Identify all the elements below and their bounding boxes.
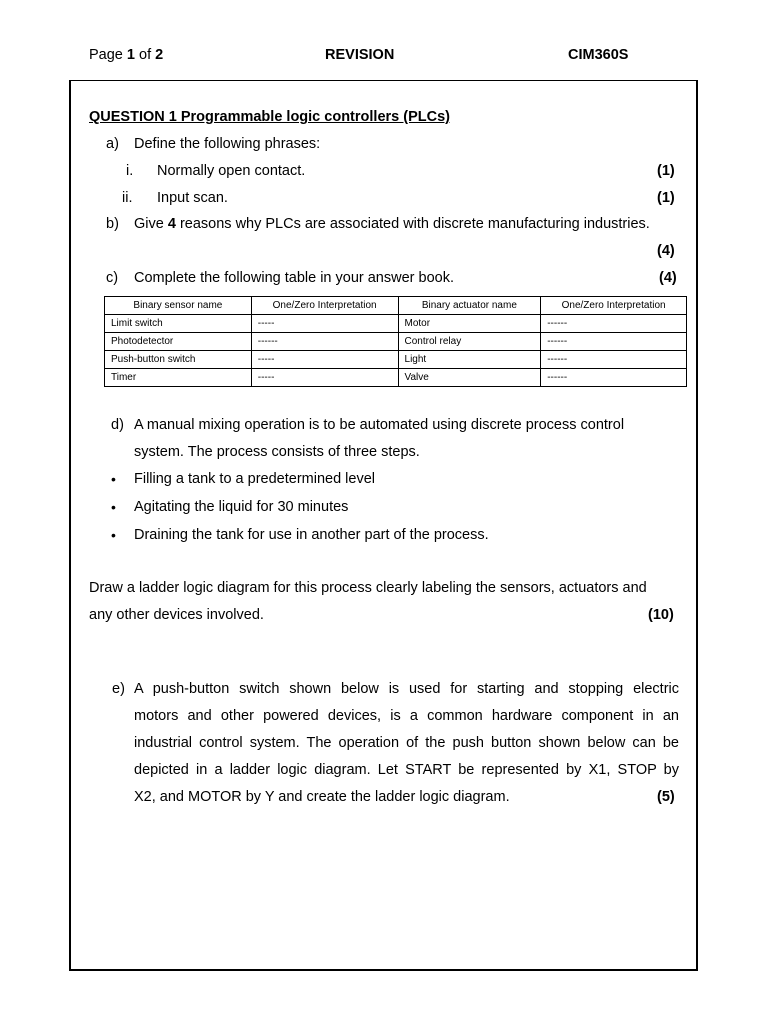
part-a-i-text: Normally open contact.: [157, 163, 306, 179]
bullet-icon: •: [111, 471, 116, 487]
part-e-line: industrial control system. The operation of the push button shown below can be: [134, 735, 679, 751]
process-step: Agitating the liquid for 30 minutes: [134, 499, 349, 515]
course-code: CIM360S: [568, 47, 629, 63]
page-frame: [69, 80, 698, 971]
table-header-row: [105, 297, 687, 315]
table-header: One/Zero Interpretation: [251, 297, 398, 315]
process-step: Draining the tank for use in another part of the process.: [134, 527, 489, 543]
table-cell: ------: [541, 369, 687, 387]
page-number: Page 1 of 2: [89, 47, 164, 63]
part-d-draw-line1: Draw a ladder logic diagram for this process clearly labeling the sensors, actuators and: [89, 580, 647, 596]
part-a-ii-marks: (1): [657, 190, 675, 206]
table-row: [105, 351, 687, 369]
part-d-marks: (10): [648, 607, 674, 623]
bullet-icon: •: [111, 527, 116, 543]
part-e-line: motors and other powered devices, is a common hardware component in an: [134, 708, 679, 724]
table-header: One/Zero Interpretation: [541, 297, 687, 315]
table-cell: ------: [541, 333, 687, 351]
part-a-ii-num: ii.: [122, 190, 133, 206]
table-cell: -----: [251, 369, 398, 387]
part-d-line1: A manual mixing operation is to be automated using discrete process control: [134, 417, 625, 433]
table-cell: Push-button switch: [105, 351, 252, 369]
table-cell: ------: [541, 315, 687, 333]
part-e-marks: (5): [657, 789, 675, 805]
table-cell: Limit switch: [105, 315, 252, 333]
part-c-marks: (4): [659, 270, 677, 286]
part-c-label: c): [106, 270, 119, 286]
table-row: [105, 369, 687, 387]
table-header: Binary sensor name: [105, 297, 252, 315]
part-b-label: b): [106, 216, 119, 232]
table-header: Binary actuator name: [398, 297, 541, 315]
table-cell: ------: [541, 351, 687, 369]
part-e-last-line: X2, and MOTOR by Y and create the ladder logic diagram.: [134, 789, 510, 805]
part-a-ii-text: Input scan.: [157, 190, 228, 206]
part-d-line2: system. The process consists of three steps.: [134, 444, 420, 460]
table-row: [105, 315, 687, 333]
part-c-text: Complete the following table in your answer book.: [134, 270, 454, 286]
table-cell: -----: [251, 315, 398, 333]
process-step: Filling a tank to a predetermined level: [134, 471, 375, 487]
table-row: [105, 333, 687, 351]
part-e-line: depicted in a ladder logic diagram. Let START be represented by X1, STOP by: [134, 762, 679, 778]
part-d-draw-line2: any other devices involved.: [89, 607, 264, 623]
part-e-line: A push-button switch shown below is used for starting and stopping electric: [134, 681, 679, 697]
part-d-label: d): [111, 417, 124, 433]
part-a-i-marks: (1): [657, 163, 675, 179]
table-cell: ------: [251, 333, 398, 351]
binary-devices-table: [104, 296, 687, 387]
table-cell: Control relay: [398, 333, 541, 351]
question-title: QUESTION 1 Programmable logic controllers (PLCs): [89, 109, 450, 125]
table-cell: Photodetector: [105, 333, 252, 351]
part-e-label: e): [112, 681, 125, 697]
table-cell: Timer: [105, 369, 252, 387]
table-cell: -----: [251, 351, 398, 369]
table-cell: Motor: [398, 315, 541, 333]
part-b-text: Give 4 reasons why PLCs are associated with discrete manufacturing industries.: [134, 216, 650, 232]
part-a-label: a): [106, 136, 119, 152]
header-title: REVISION: [325, 47, 395, 63]
table-cell: Light: [398, 351, 541, 369]
part-a-i-num: i.: [126, 163, 134, 179]
part-b-marks: (4): [657, 243, 675, 259]
bullet-icon: •: [111, 499, 116, 515]
table-cell: Valve: [398, 369, 541, 387]
part-a-text: Define the following phrases:: [134, 136, 321, 152]
